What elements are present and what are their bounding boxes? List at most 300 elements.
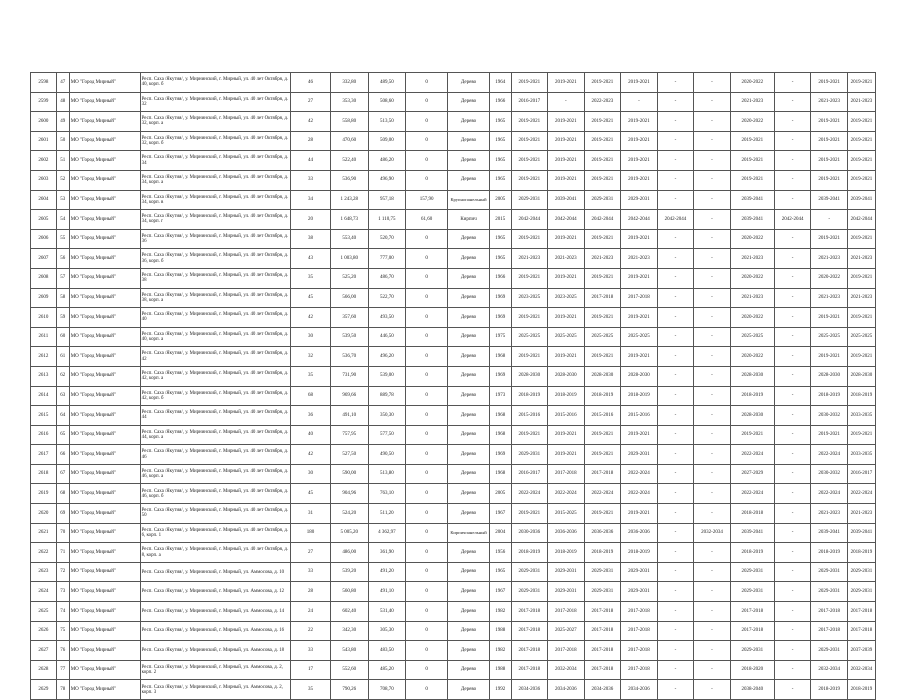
table-cell: 2613 bbox=[31, 366, 57, 386]
table-cell: 2025-2025 bbox=[584, 327, 621, 347]
table-cell: Дерево bbox=[448, 621, 490, 641]
table-cell: 553,40 bbox=[330, 229, 368, 249]
table-cell: 889,78 bbox=[368, 386, 406, 406]
table-cell: - bbox=[774, 347, 811, 367]
table-cell: 2029-2031 bbox=[811, 641, 848, 661]
table-cell: 2017-2018 bbox=[548, 464, 585, 484]
table-cell: Крупнопанельный bbox=[448, 190, 490, 210]
table-cell: МО "Город Мирный" bbox=[69, 366, 140, 386]
table-row bbox=[31, 660, 876, 680]
table-cell: 490,50 bbox=[368, 445, 406, 465]
table-cell: - bbox=[694, 268, 731, 288]
table-cell: 2617 bbox=[31, 445, 57, 465]
table-cell: 2042-2044 bbox=[847, 210, 875, 230]
table-cell: - bbox=[657, 562, 694, 582]
table-cell: Дерево bbox=[448, 504, 490, 524]
table-cell: 2039-2041 bbox=[811, 190, 848, 210]
table-cell: 2019-2021 bbox=[847, 425, 875, 445]
table-cell: 49 bbox=[56, 112, 69, 132]
table-cell: 2019-2021 bbox=[548, 170, 585, 190]
table-cell: МО "Город Мирный" bbox=[69, 386, 140, 406]
table-cell: МО "Город Мирный" bbox=[69, 602, 140, 622]
table-cell: 46 bbox=[291, 73, 331, 93]
table-cell: - bbox=[694, 602, 731, 622]
table-cell: 486,00 bbox=[330, 543, 368, 563]
table-cell: 1966 bbox=[490, 268, 512, 288]
table-cell: Дерево bbox=[448, 268, 490, 288]
table-cell: 2619 bbox=[31, 484, 57, 504]
table-cell: 2021-2023 bbox=[730, 92, 774, 112]
table-cell: МО "Город Мирный" bbox=[69, 210, 140, 230]
table-cell: 1 648,73 bbox=[330, 210, 368, 230]
table-cell: 2019-2021 bbox=[621, 151, 658, 171]
table-cell: 2019-2021 bbox=[584, 268, 621, 288]
table-cell: 1982 bbox=[490, 641, 512, 661]
table-cell: 2019-2021 bbox=[548, 268, 585, 288]
table-cell: 44 bbox=[291, 151, 331, 171]
table-cell: 2025-2025 bbox=[847, 327, 875, 347]
table-cell: - bbox=[657, 73, 694, 93]
table-cell: 2042-2044 bbox=[657, 210, 694, 230]
table-cell: 2019-2021 bbox=[621, 308, 658, 328]
table-cell: 524,20 bbox=[330, 504, 368, 524]
table-cell: 58 bbox=[56, 288, 69, 308]
table-cell: 552,60 bbox=[330, 660, 368, 680]
table-cell: - bbox=[694, 464, 731, 484]
table-cell: 63 bbox=[56, 386, 69, 406]
table-cell: 2025-2025 bbox=[811, 327, 848, 347]
table-cell: - bbox=[657, 445, 694, 465]
table-cell: 2029-2031 bbox=[621, 445, 658, 465]
table-cell: 350,30 bbox=[368, 406, 406, 426]
table-cell: 2021-2023 bbox=[811, 504, 848, 524]
table-cell: 1969 bbox=[490, 445, 512, 465]
table-cell: Кирпичпанельный bbox=[448, 523, 490, 543]
table-row bbox=[31, 484, 876, 504]
table-cell: 513,50 bbox=[368, 112, 406, 132]
table-cell: 2017-2018 bbox=[621, 641, 658, 661]
table-cell: - bbox=[774, 288, 811, 308]
table-cell: 708,70 bbox=[368, 680, 406, 700]
table-cell: 2029-2031 bbox=[621, 190, 658, 210]
table-cell: 180 bbox=[291, 523, 331, 543]
table-cell: 496,20 bbox=[368, 347, 406, 367]
table-cell: 0 bbox=[406, 268, 448, 288]
table-cell: 66 bbox=[56, 445, 69, 465]
table-cell: 2028-2030 bbox=[584, 366, 621, 386]
table-cell: МО "Город Мирный" bbox=[69, 92, 140, 112]
table-cell: 0 bbox=[406, 366, 448, 386]
table-cell: 2017-2018 bbox=[548, 641, 585, 661]
table-cell: - bbox=[694, 229, 731, 249]
table-cell: 2019-2021 bbox=[811, 170, 848, 190]
table-cell: 2028-2030 bbox=[730, 366, 774, 386]
table-cell: 45 bbox=[291, 288, 331, 308]
table-cell: 2021-2023 bbox=[621, 249, 658, 269]
table-cell: 2019-2021 bbox=[584, 445, 621, 465]
table-cell: 2017-2018 bbox=[511, 660, 548, 680]
table-cell: 2017-2018 bbox=[730, 602, 774, 622]
table-cell: - bbox=[774, 504, 811, 524]
table-cell: - bbox=[694, 680, 731, 700]
table-cell: 2039-2041 bbox=[811, 523, 848, 543]
table-cell: 2019-2021 bbox=[511, 131, 548, 151]
table-cell: МО "Город Мирный" bbox=[69, 170, 140, 190]
table-cell: 2021-2023 bbox=[847, 92, 875, 112]
table-cell: 2622 bbox=[31, 543, 57, 563]
table-cell: 957,18 bbox=[368, 190, 406, 210]
table-row bbox=[31, 523, 876, 543]
table-cell: 0 bbox=[406, 484, 448, 504]
table-cell: 59 bbox=[56, 308, 69, 328]
table-cell: 1968 bbox=[490, 347, 512, 367]
table-cell: 2019-2021 bbox=[811, 229, 848, 249]
table-row bbox=[31, 190, 876, 210]
table-cell: 2029-2031 bbox=[584, 562, 621, 582]
table-cell: 2629 bbox=[31, 680, 57, 700]
table-cell: 2019-2021 bbox=[548, 229, 585, 249]
table-cell: 2023-2025 bbox=[511, 288, 548, 308]
table-cell: 2019-2021 bbox=[548, 308, 585, 328]
table-cell: 2029-2031 bbox=[730, 582, 774, 602]
table-cell: - bbox=[774, 582, 811, 602]
table-cell: - bbox=[694, 445, 731, 465]
table-cell: 0 bbox=[406, 660, 448, 680]
table-cell: - bbox=[694, 386, 731, 406]
table-cell: 2615 bbox=[31, 406, 57, 426]
table-cell: МО "Город Мирный" bbox=[69, 641, 140, 661]
table-cell: 0 bbox=[406, 582, 448, 602]
table-cell: 2019-2021 bbox=[584, 151, 621, 171]
housing-repair-table bbox=[30, 72, 876, 700]
table-cell: МО "Город Мирный" bbox=[69, 562, 140, 582]
table-cell: 763,10 bbox=[368, 484, 406, 504]
table-cell: 560,80 bbox=[330, 582, 368, 602]
table-cell: 2037-2039 bbox=[847, 641, 875, 661]
table-cell: МО "Город Мирный" bbox=[69, 112, 140, 132]
table-cell: 2019-2021 bbox=[548, 445, 585, 465]
table-cell: 2017-2018 bbox=[584, 288, 621, 308]
table-cell: - bbox=[694, 660, 731, 680]
table-row bbox=[31, 288, 876, 308]
table-cell: 2019-2021 bbox=[584, 73, 621, 93]
table-cell: 30 bbox=[291, 464, 331, 484]
table-cell: 2602 bbox=[31, 151, 57, 171]
table-cell: 493,50 bbox=[368, 308, 406, 328]
table-cell: 35 bbox=[291, 366, 331, 386]
table-cell: 2019-2021 bbox=[730, 131, 774, 151]
table-cell: 2030-2032 bbox=[811, 464, 848, 484]
table-cell: 1968 bbox=[490, 406, 512, 426]
table-cell: - bbox=[657, 425, 694, 445]
table-cell: - bbox=[694, 543, 731, 563]
table-cell: 2019-2021 bbox=[548, 112, 585, 132]
table-cell: Дерево bbox=[448, 464, 490, 484]
table-cell: 1969 bbox=[490, 366, 512, 386]
table-cell: 2017-2018 bbox=[548, 602, 585, 622]
table-cell: 2020-2022 bbox=[730, 229, 774, 249]
table-cell: 42 bbox=[291, 112, 331, 132]
table-cell: Респ. Саха /Якутия/, у. Мирнинский, г. Мирный, ул. 40 лет Октября, д. 36, корп. б bbox=[140, 249, 291, 269]
table-cell: 68 bbox=[56, 484, 69, 504]
table-cell: 64 bbox=[56, 406, 69, 426]
table-cell: 2036-2036 bbox=[548, 523, 585, 543]
table-cell: 2029-2031 bbox=[511, 562, 548, 582]
table-cell: 2019-2021 bbox=[621, 112, 658, 132]
table-cell: 0 bbox=[406, 602, 448, 622]
table-cell: Респ. Саха /Якутия/, у. Мирнинский, г. Мирный, ул. 40 лет Октября, д. 42, корп. а bbox=[140, 366, 291, 386]
table-cell: - bbox=[774, 406, 811, 426]
table-cell: - bbox=[694, 308, 731, 328]
table-cell: 2039-2041 bbox=[847, 523, 875, 543]
table-cell: 28 bbox=[291, 582, 331, 602]
table-cell: 2598 bbox=[31, 73, 57, 93]
table-cell: Кирпич bbox=[448, 210, 490, 230]
table-cell: - bbox=[657, 151, 694, 171]
table-cell: - bbox=[657, 249, 694, 269]
table-cell: 2019-2021 bbox=[621, 229, 658, 249]
table-cell: - bbox=[657, 621, 694, 641]
table-cell: 1965 bbox=[490, 151, 512, 171]
table-cell: 43 bbox=[291, 249, 331, 269]
table-cell: 2019-2021 bbox=[511, 504, 548, 524]
table-cell: 2608 bbox=[31, 268, 57, 288]
table-cell: 777,00 bbox=[368, 249, 406, 269]
table-cell: 485,20 bbox=[368, 660, 406, 680]
table-cell: 2029-2031 bbox=[511, 445, 548, 465]
table-cell: 0 bbox=[406, 406, 448, 426]
table-cell: 42 bbox=[291, 308, 331, 328]
table-cell: - bbox=[657, 641, 694, 661]
table-cell: МО "Город Мирный" bbox=[69, 347, 140, 367]
table-cell: 2601 bbox=[31, 131, 57, 151]
table-cell: 2625 bbox=[31, 602, 57, 622]
table-row bbox=[31, 210, 876, 230]
table-cell: Респ. Саха /Якутия/, у. Мирнинский, г. Мирный, ул. 40 лет Октября, д. 46, корп. а bbox=[140, 464, 291, 484]
table-cell: 2022-2023 bbox=[584, 92, 621, 112]
table-cell: 2029-2031 bbox=[511, 582, 548, 602]
table-cell: 2039-2041 bbox=[847, 190, 875, 210]
table-cell: 361,90 bbox=[368, 543, 406, 563]
table-row bbox=[31, 366, 876, 386]
table-cell: 511,20 bbox=[368, 504, 406, 524]
table-cell: 2020-2022 bbox=[730, 347, 774, 367]
table-cell: 508,60 bbox=[368, 92, 406, 112]
table-cell: 65 bbox=[56, 425, 69, 445]
table-cell: 0 bbox=[406, 680, 448, 700]
table-cell: 2019-2021 bbox=[548, 425, 585, 445]
table-cell: 4 362,97 bbox=[368, 523, 406, 543]
table-cell: 2019-2021 bbox=[584, 425, 621, 445]
table-cell: - bbox=[774, 621, 811, 641]
table-cell: 2623 bbox=[31, 562, 57, 582]
table-cell: 305,30 bbox=[368, 621, 406, 641]
table-cell: - bbox=[774, 190, 811, 210]
table-cell: Дерево bbox=[448, 288, 490, 308]
table-row bbox=[31, 386, 876, 406]
table-cell: - bbox=[694, 347, 731, 367]
table-cell: 2015-2016 bbox=[511, 406, 548, 426]
table-cell: 904,96 bbox=[330, 484, 368, 504]
table-cell: 2020-2022 bbox=[811, 268, 848, 288]
table-cell: 332,80 bbox=[330, 73, 368, 93]
table-cell: 2017-2018 bbox=[621, 288, 658, 308]
table-cell: 489,50 bbox=[368, 73, 406, 93]
table-cell: 2019-2021 bbox=[730, 425, 774, 445]
table-cell: 0 bbox=[406, 641, 448, 661]
table-cell: 2611 bbox=[31, 327, 57, 347]
table-cell: 1965 bbox=[490, 249, 512, 269]
table-cell: 2019-2021 bbox=[811, 347, 848, 367]
table-cell: 357,60 bbox=[330, 308, 368, 328]
table-cell: - bbox=[657, 92, 694, 112]
table-cell: 1973 bbox=[490, 386, 512, 406]
table-cell: 491,10 bbox=[368, 582, 406, 602]
table-cell: 157,90 bbox=[406, 190, 448, 210]
table-cell: МО "Город Мирный" bbox=[69, 543, 140, 563]
table-cell: 2018-2019 bbox=[847, 680, 875, 700]
table-cell: 2016-2017 bbox=[511, 464, 548, 484]
table-cell: 2021-2023 bbox=[811, 288, 848, 308]
table-row bbox=[31, 131, 876, 151]
table-cell: 525,20 bbox=[330, 268, 368, 288]
table-cell: 2019-2021 bbox=[584, 170, 621, 190]
table-cell: 2627 bbox=[31, 641, 57, 661]
table-cell: - bbox=[694, 112, 731, 132]
table-cell: 2624 bbox=[31, 582, 57, 602]
table-cell: Респ. Саха /Якутия/, у. Мирнинский, г. Мирный, ул. 40 лет Октября, д. 34, корп. а bbox=[140, 170, 291, 190]
table-cell: - bbox=[657, 523, 694, 543]
table-row bbox=[31, 504, 876, 524]
table-cell: 2022-2024 bbox=[730, 484, 774, 504]
table-cell: - bbox=[657, 543, 694, 563]
table-cell: 2018-2019 bbox=[847, 543, 875, 563]
table-cell: 2019-2021 bbox=[847, 268, 875, 288]
table-cell: 2021-2023 bbox=[730, 288, 774, 308]
table-cell: - bbox=[694, 484, 731, 504]
table-cell: Респ. Саха /Якутия/, у. Мирнинский, г. Мирный, ул. 40 лет Октября, д. 8, корп. а bbox=[140, 543, 291, 563]
table-cell: 2019-2021 bbox=[511, 151, 548, 171]
table-cell: 2016-2017 bbox=[847, 464, 875, 484]
table-cell: Респ. Саха /Якутия/, у. Мирнинский, г. Мирный, ул. Аммосова, д. 10 bbox=[140, 562, 291, 582]
table-cell: 2017-2018 bbox=[621, 660, 658, 680]
table-cell: 486,70 bbox=[368, 268, 406, 288]
table-cell: - bbox=[694, 562, 731, 582]
table-cell: 0 bbox=[406, 523, 448, 543]
table-cell: - bbox=[694, 170, 731, 190]
table-cell: 2017-2018 bbox=[621, 621, 658, 641]
table-cell: 0 bbox=[406, 504, 448, 524]
table-cell: 2616 bbox=[31, 425, 57, 445]
table-cell: МО "Город Мирный" bbox=[69, 308, 140, 328]
table-cell: 2015 bbox=[490, 210, 512, 230]
table-cell: 2021-2023 bbox=[811, 92, 848, 112]
table-cell: 0 bbox=[406, 425, 448, 445]
table-cell: 2018-2019 bbox=[584, 386, 621, 406]
table-cell: 2019-2021 bbox=[511, 308, 548, 328]
table-cell: 2029-2031 bbox=[511, 190, 548, 210]
table-cell: 2030-2032 bbox=[811, 406, 848, 426]
table-cell: Дерево bbox=[448, 73, 490, 93]
table-cell: 33 bbox=[291, 641, 331, 661]
table-cell: - bbox=[774, 641, 811, 661]
table-cell: 2621 bbox=[31, 523, 57, 543]
table-cell: Дерево bbox=[448, 308, 490, 328]
table-cell: 2018-2020 bbox=[730, 660, 774, 680]
table-cell: Респ. Саха /Якутия/, у. Мирнинский, г. Мирный, ул. Аммосова, д. 14 bbox=[140, 602, 291, 622]
table-cell: - bbox=[774, 268, 811, 288]
table-cell: 1967 bbox=[490, 582, 512, 602]
table-cell: - bbox=[774, 73, 811, 93]
table-cell: 2022-2024 bbox=[811, 484, 848, 504]
table-row bbox=[31, 641, 876, 661]
table-cell: - bbox=[694, 504, 731, 524]
table-cell: МО "Город Мирный" bbox=[69, 582, 140, 602]
table-cell: 2019-2021 bbox=[811, 131, 848, 151]
table-cell: 2019-2021 bbox=[847, 347, 875, 367]
table-cell: 577,50 bbox=[368, 425, 406, 445]
table-cell: 2017-2018 bbox=[511, 621, 548, 641]
table-cell: 1988 bbox=[490, 660, 512, 680]
table-cell: 0 bbox=[406, 131, 448, 151]
table-cell: Респ. Саха /Якутия/, у. Мирнинский, г. Мирный, ул. 40 лет Октября, д. 40, корп. а bbox=[140, 327, 291, 347]
table-cell: Респ. Саха /Якутия/, у. Мирнинский, г. Мирный, ул. Аммосова, д. 2, корп. 2 bbox=[140, 660, 291, 680]
table-cell: 2022-2024 bbox=[584, 484, 621, 504]
table-cell: 470,60 bbox=[330, 131, 368, 151]
table-cell: 2029-2031 bbox=[548, 562, 585, 582]
table-cell: 2025-2025 bbox=[511, 327, 548, 347]
table-cell: - bbox=[694, 210, 731, 230]
table-cell: 2017-2018 bbox=[584, 464, 621, 484]
table-cell: 2019-2021 bbox=[847, 229, 875, 249]
table-cell: 2030-2036 bbox=[511, 523, 548, 543]
table-cell: 27 bbox=[291, 92, 331, 112]
table-cell: 45 bbox=[291, 484, 331, 504]
table-cell: Дерево bbox=[448, 229, 490, 249]
table-cell: 2015-2016 bbox=[621, 406, 658, 426]
table-row bbox=[31, 249, 876, 269]
table-cell: 2019-2021 bbox=[847, 151, 875, 171]
table-cell: - bbox=[694, 641, 731, 661]
table-cell: - bbox=[657, 268, 694, 288]
table-cell: 522,40 bbox=[330, 151, 368, 171]
table-cell: Респ. Саха /Якутия/, у. Мирнинский, г. Мирный, ул. 40 лет Октября, д. 44, корп. а bbox=[140, 425, 291, 445]
table-cell: 558,80 bbox=[330, 112, 368, 132]
table-cell: 1 003,80 bbox=[330, 249, 368, 269]
table-cell: Респ. Саха /Якутия/, у. Мирнинский, г. Мирный, ул. 40 лет Октября, д. 34 bbox=[140, 151, 291, 171]
table-cell: - bbox=[774, 327, 811, 347]
table-cell: - bbox=[657, 582, 694, 602]
table-row bbox=[31, 170, 876, 190]
table-cell: 2005 bbox=[490, 190, 512, 210]
table-cell: - bbox=[694, 151, 731, 171]
table-cell: 2021-2023 bbox=[847, 249, 875, 269]
table-cell: 2018-2018 bbox=[730, 504, 774, 524]
table-cell: Респ. Саха /Якутия/, у. Мирнинский, г. Мирный, ул. 40 лет Октября, д. 36 bbox=[140, 229, 291, 249]
table-cell: 73 bbox=[56, 582, 69, 602]
table-cell: 2018-2019 bbox=[730, 543, 774, 563]
table-cell: 2034-2036 bbox=[511, 680, 548, 700]
table-cell: 2019-2021 bbox=[811, 73, 848, 93]
table-cell: 36 bbox=[291, 406, 331, 426]
table-cell: 2017-2018 bbox=[847, 602, 875, 622]
table-cell: 54 bbox=[56, 210, 69, 230]
table-cell: - bbox=[694, 131, 731, 151]
table-cell: 68 bbox=[291, 386, 331, 406]
table-cell: 483,50 bbox=[368, 641, 406, 661]
table-cell: МО "Город Мирный" bbox=[69, 190, 140, 210]
table-cell: - bbox=[657, 131, 694, 151]
